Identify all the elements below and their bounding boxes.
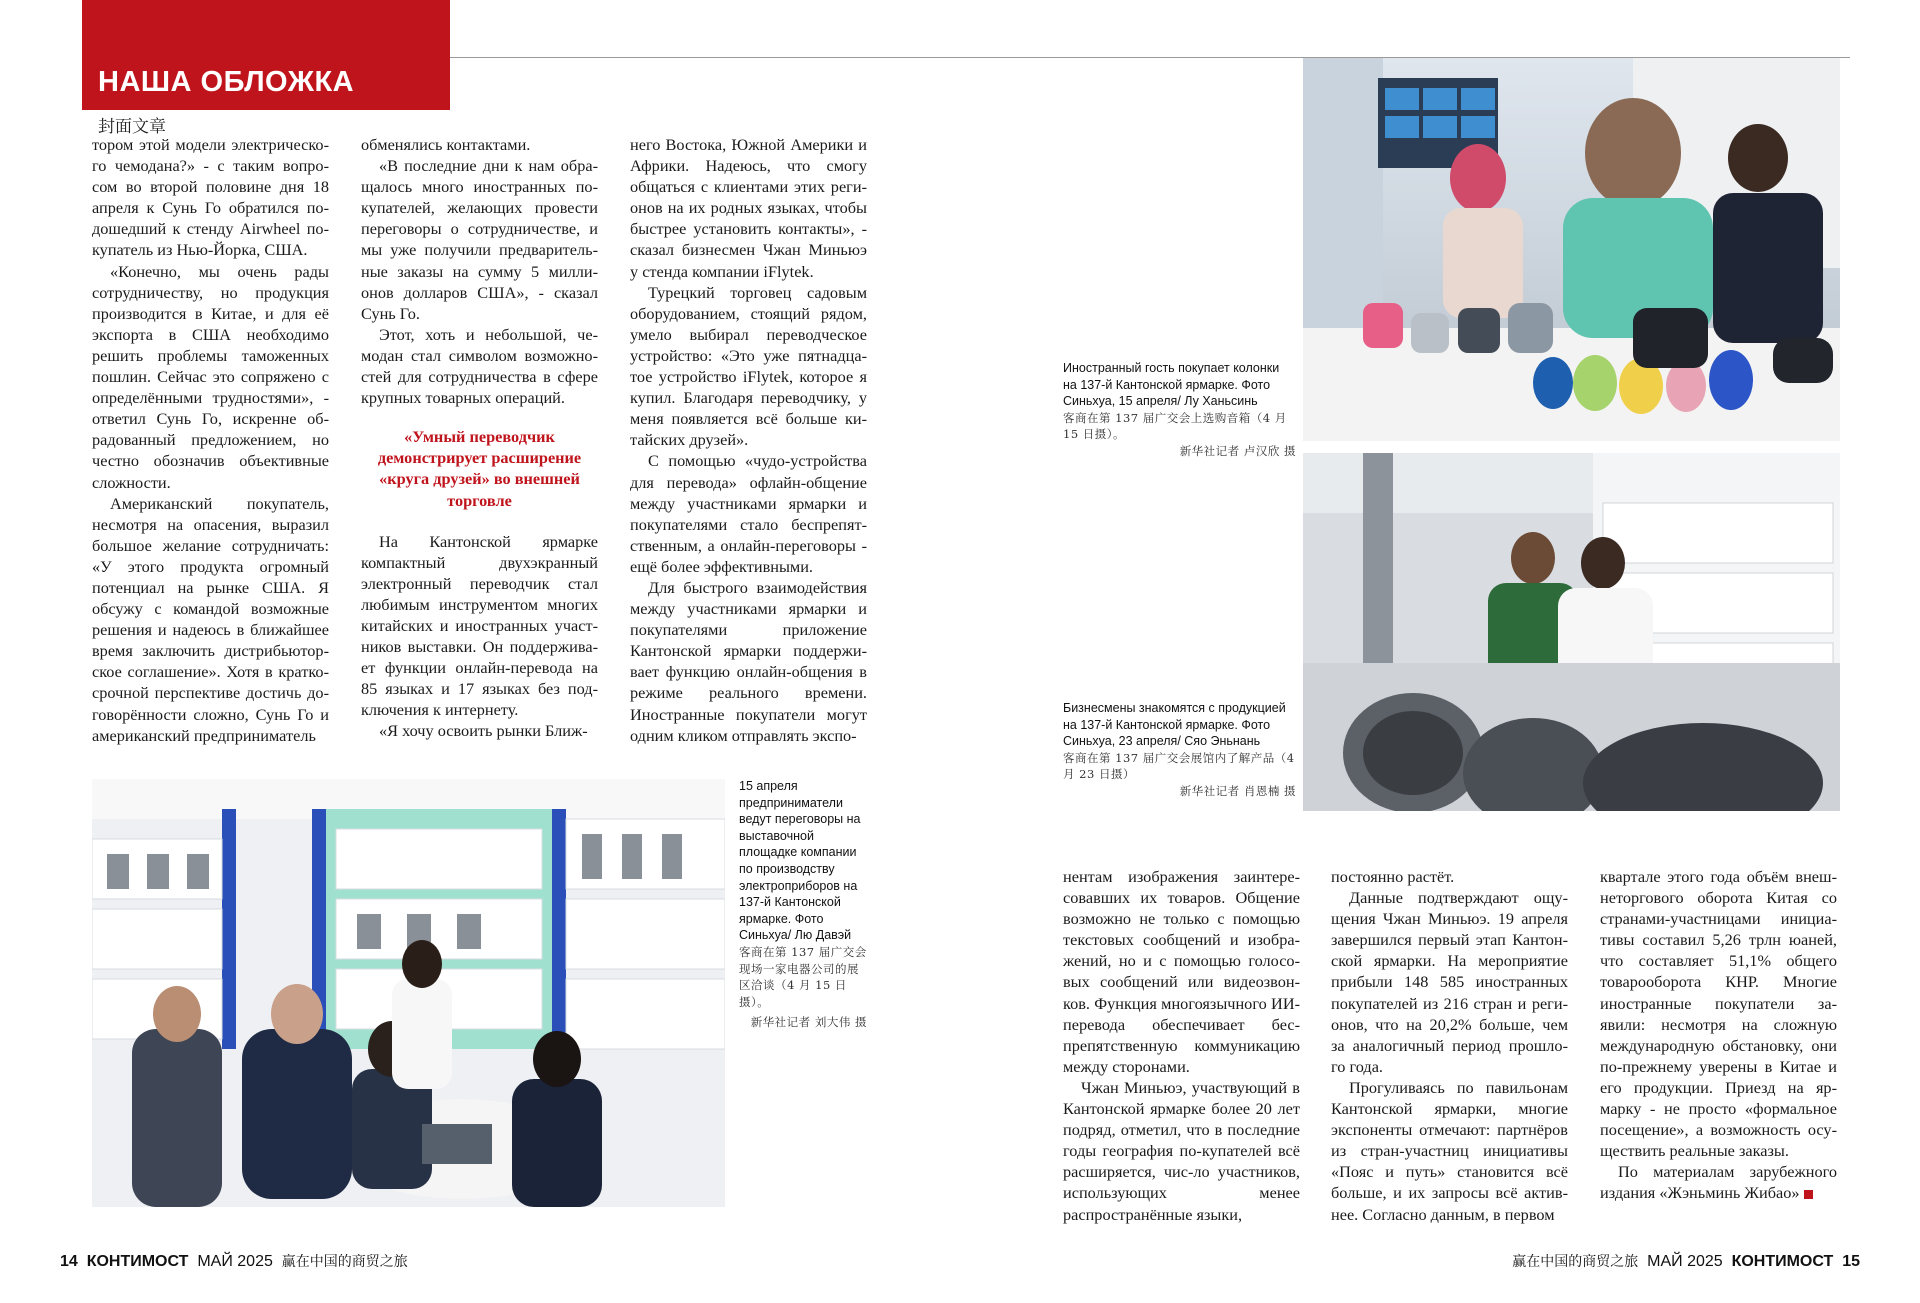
tagline: 赢在中国的商贸之旅	[1512, 1254, 1639, 1270]
caption-text-chinese: 客商在第 137 届广交会上选购音箱（4 月 15 日摄）。	[1063, 410, 1287, 442]
text-column-4	[1063, 866, 1300, 1225]
caption-speakers	[1063, 360, 1296, 460]
paragraph: Чжан Миньюэ, участвующий в Кантонской ярмарке более 20 лет подряд, отметил, что в последние годы география по-купателей всё расширяется, чис-ло участников, использующих менее распространённые языки,	[1063, 1077, 1300, 1224]
caption-credit-chinese: 新华社记者 卢汉欣 摄	[1179, 443, 1296, 458]
paragraph: С помощью «чудо-устройства для перевода» офлайн-общение между участниками ярмарки и покупателями стало беспрепят-ственным, а онлайн-переговоры - ещё более эффективными.	[630, 451, 867, 576]
paragraph: Американский покупатель, несмотря на опасения, выразил большое желание сотрудничать: «У этого продукта огромный потенциал на рынке США. Я обсужу с командой возможные решения и надеюсь в ближайшее время заключить дистрибьютор-ское соглашение». Хотя в кратко-срочной перспективе достичь до-говорённости сложно, Сунь Го и американский предприниматель	[92, 493, 329, 745]
photo-speakers	[1303, 58, 1840, 441]
paragraph: тором этой модели электрическо-го чемодана?» - с таким вопро-сом во второй половине дня 18 апреля к Сунь Го обратился по-дошедший к стенду Airwheel по-купатель из Нью-Йорка, США.	[92, 135, 329, 260]
caption-text: 15 апреля предприниматели ведут переговоры на выставочной площадке компании по производству электроприборов на 137-й Кантонской ярмарке. Фото Синьхуа/ Лю Давэй	[739, 779, 861, 943]
paragraph: нентам изображения заинтере-совавших их товаров. Общение возможно не только с помощью текстовых сообщений и изобра-жений, но и с помощью голосо-вых сообщений или видеозвон-ков. Функция многоязычного ИИ-перевода обеспечивает бес-препятственную коммуникацию между сторонами.	[1063, 867, 1300, 1076]
photo-negotiations	[92, 779, 725, 1207]
paragraph: Для быстрого взаимодействия между участниками ярмарки и покупателями приложение Кантонской ярмарки поддержи-вает функцию онлайн-общения в режиме реального времени. Иностранные покупатели могут одним кликом отправлять экспо-	[630, 577, 867, 745]
caption-text-chinese: 客商在第 137 届广交会展馆内了解产品（4 月 23 日摄）	[1063, 750, 1295, 782]
paragraph: Этот, хоть и небольшой, че-модан стал символом возможно-стей для сотрудничества в сфере крупных товарных операций.	[361, 324, 598, 408]
issue-date: МАЙ 2025	[197, 1253, 273, 1270]
photo-businessmen	[1303, 453, 1840, 811]
source-note: По материалам зарубежного издания «Жэньминь Жибао»	[1600, 1162, 1837, 1203]
paragraph: обменялись контактами.	[361, 135, 531, 154]
caption-text-chinese: 客商在第 137 届广交会现场一家电器公司的展区洽谈（4 月 15 日摄）。	[739, 944, 867, 1009]
paragraph: Прогуливаясь по павильонам Кантонской ярмарки, многие экспоненты отмечают: партнёров из стран-участниц инициативы «Пояс и путь» становится всё больше, и их запросы всё актив-нее. Согласно данным, в первом	[1331, 1077, 1568, 1224]
paragraph: На Кантонской ярмарке компактный двухэкранный электронный переводчик стал любимым инструментом многих китайских и иностранных участ-ников выставки. Он поддержива-ет функции онлайн-перевода на 85 языках и 17 языках без под-ключения к интернету.	[361, 531, 598, 720]
paragraph: квартале этого года объём внеш-неторгового оборота Китая со странами-участницами инициа-тивы составил 5,26 трлн юаней, что составляет 51,1% общего товарооборота КНР. Многие иностранные покупатели за-явили: несмотря на сложную международную обстановку, они по-прежнему уверены в Китае и его продукции. Приезд на яр-марку - не просто «формальное посещение», а возможность осу-ществить реальные заказы.	[1600, 867, 1837, 1161]
caption-credit-chinese: 新华社记者 肖恩楠 摄	[1179, 783, 1296, 798]
tagline: 赢在中国的商贸之旅	[281, 1254, 408, 1270]
paragraph: Данные подтверждают ощу-щения Чжан Миньюэ. 19 апреля завершился первый этап Кантон-ской ярмарки. На мероприятие прибыли 148 585 иностранных покупателей из 216 стран и реги-онов, что на 20,2% больше, чем за аналогичный период прошло-го года.	[1331, 888, 1568, 1076]
end-mark-icon	[1804, 1190, 1813, 1199]
text-column-2	[361, 134, 598, 742]
paragraph: «В последние дни к нам обра-щалось много иностранных по-купателей, желающих провести переговоры о сотрудничестве, и мы уже получили предваритель-ные заказы на сумму 5 милли-онов долларов США», - сказал Сунь Го.	[361, 156, 598, 323]
footer-right	[1512, 1251, 1860, 1271]
page-number-left: 14	[60, 1253, 78, 1270]
text-column-6	[1600, 866, 1837, 1204]
caption-text: Бизнесмены знакомятся с продукцией на 137-й Кантонской ярмарке. Фото Синьхуа, 23 апреля/ Сяо Эньнань	[1063, 701, 1286, 749]
text-column-1	[92, 134, 329, 746]
magazine-name: КОНТИМОСТ	[86, 1253, 189, 1270]
caption-text: Иностранный гость покупает колонки на 137-й Кантонской ярмарке. Фото Синьхуа, 15 апреля/ Лу Ханьсинь	[1063, 361, 1280, 409]
paragraph: Турецкий торговец садовым оборудованием, стоящий рядом, умело выбирал переводческое устройство: «Это уже пятнадца-тое устройство iFlytek, которое я купил. Благодаря переводчику, у меня появляется всё больше ки-тайских друзей».	[630, 282, 867, 450]
caption-businessmen	[1063, 700, 1296, 800]
text-column-3	[630, 134, 867, 746]
section-subtitle: 封面文章	[98, 117, 166, 137]
footer-left	[60, 1251, 408, 1271]
paragraph	[1600, 1161, 1837, 1203]
magazine-name: КОНТИМОСТ	[1731, 1253, 1834, 1270]
caption-credit-chinese: 新华社记者 刘大伟 摄	[750, 1015, 867, 1030]
section-title: НАША ОБЛОЖКА	[98, 66, 355, 98]
photo-speakers-image	[1303, 58, 1840, 441]
photo-businessmen-image	[1303, 453, 1840, 811]
paragraph: постоянно растёт.	[1331, 867, 1455, 886]
subheading: «Умный переводчик демонстрирует расширение «круга друзей» во внешней торговле	[377, 427, 582, 510]
paragraph: «Конечно, мы очень рады сотрудничеству, но продукция производится в Китае, и для её экспорта в США необходимо решить проблемы таможенных пошлин. Сейчас это сопряжено с определёнными трудностями», - ответил Сунь Го, искренне об-радованный предложением, но честно обозначив объективные сложности.	[92, 261, 329, 492]
paragraph: него Востока, Южной Америки и Африки. Надеюсь, что смогу общаться с клиентами этих реги-онов на их родных языках, чтобы быстрее установить контакты», - сказал бизнесмен Чжан Миньюэ у стенда компании iFlytek.	[630, 135, 867, 281]
issue-date: МАЙ 2025	[1647, 1253, 1723, 1270]
photo-negotiations-image	[92, 779, 725, 1207]
paragraph: «Я хочу освоить рынки Ближ-	[379, 721, 588, 741]
text-column-5	[1331, 866, 1568, 1225]
caption-negotiations	[739, 778, 867, 1031]
page-number-right: 15	[1842, 1253, 1860, 1270]
